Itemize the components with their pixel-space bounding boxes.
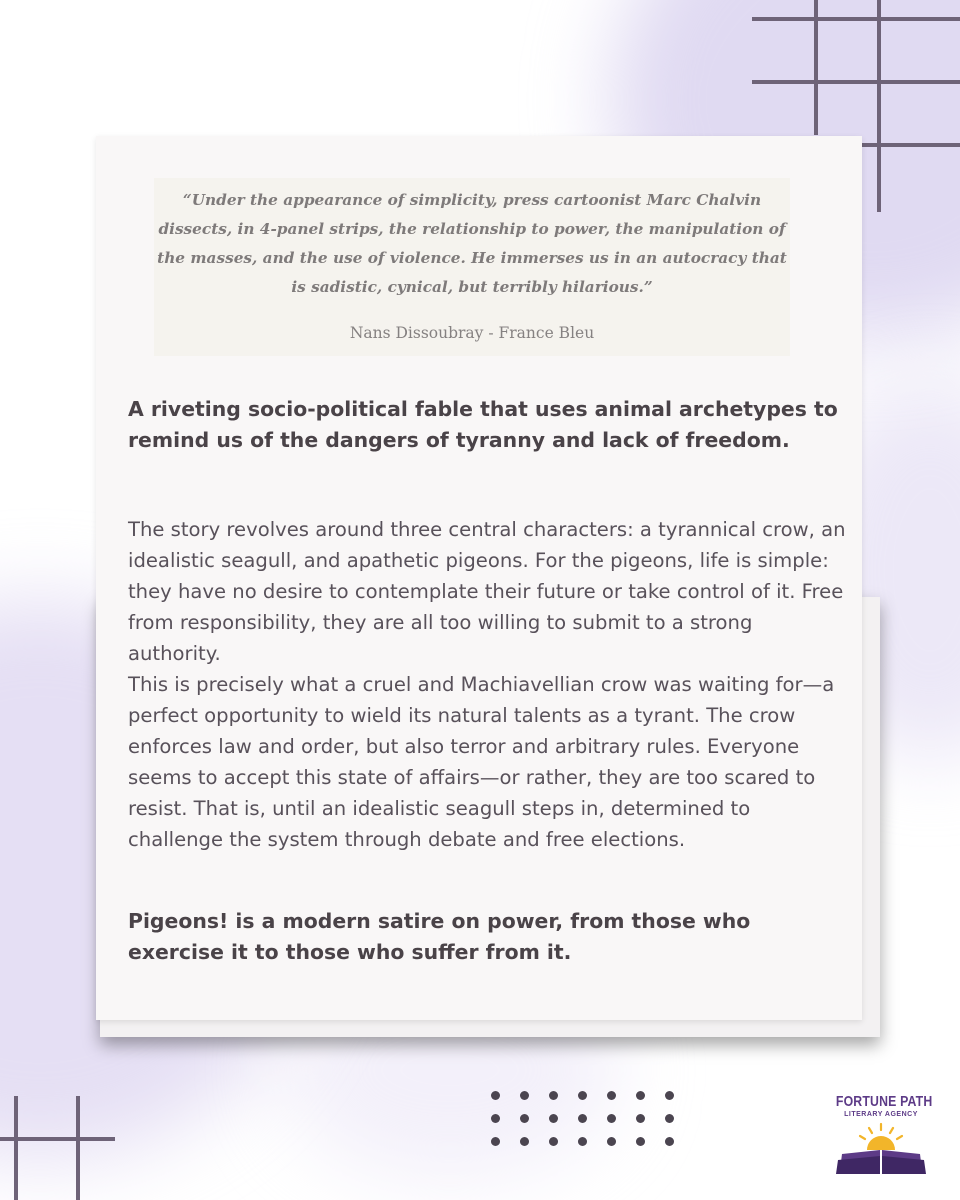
dot: [636, 1137, 645, 1146]
grid-line: [862, 143, 960, 147]
grid-line: [14, 1096, 18, 1200]
dot: [549, 1091, 558, 1100]
dot: [491, 1137, 500, 1146]
dot: [520, 1137, 529, 1146]
dot: [578, 1137, 587, 1146]
dot: [636, 1114, 645, 1123]
dot: [491, 1114, 500, 1123]
dot: [636, 1091, 645, 1100]
agency-logo: [826, 1094, 936, 1174]
quote-text: “Under the appearance of simplicity, press cartoonist Marc Chalvin dissects, in 4-panel strips, the relationship to power, the manipulation of the masses, and the use of violence. He immerses us in an autocracy that is sadistic, cynical, but terribly hilarious.”: [157, 191, 787, 296]
grid-line: [76, 1096, 80, 1200]
dot: [578, 1114, 587, 1123]
logo-subtitle: LITERARY AGENCY: [844, 1111, 918, 1118]
dot: [578, 1091, 587, 1100]
main-card: [96, 136, 862, 1020]
dot-grid-decoration: [491, 1091, 691, 1155]
dot: [549, 1114, 558, 1123]
dot: [607, 1114, 616, 1123]
dot: [665, 1114, 674, 1123]
quote-box: [154, 178, 790, 356]
dot: [520, 1114, 529, 1123]
lead-text: A riveting socio-political fable that uses animal archetypes to remind us of the dangers of tyranny and lack of freedom.: [128, 397, 838, 452]
grid-line: [752, 80, 960, 84]
closing-text: Pigeons! is a modern satire on power, from those who exercise it to those who suffer from it.: [128, 909, 751, 964]
dot: [520, 1091, 529, 1100]
dot: [607, 1137, 616, 1146]
dot: [549, 1137, 558, 1146]
quote-source: Nans Dissoubray - France Bleu: [349, 324, 595, 342]
grid-line: [752, 17, 960, 21]
dot: [491, 1091, 500, 1100]
logo-name: FORTUNE PATH: [835, 1093, 933, 1110]
dot: [665, 1091, 674, 1100]
grid-line: [0, 1137, 115, 1141]
paragraph-1: The story revolves around three central characters: a tyrannical crow, an idealistic seagull, and apathetic pigeons. For the pigeons, life is simple: they have no desire to contemplate their future or take control of it. Free from responsibility, they are all too willing to submit to a strong authority.: [128, 518, 846, 665]
grid-decoration-bottom-left: [0, 1080, 120, 1200]
grid-line: [877, 0, 881, 212]
body-text: [128, 514, 848, 855]
dot: [607, 1091, 616, 1100]
paragraph-2: This is precisely what a cruel and Machiavellian crow was waiting for—a perfect opportunity to wield its natural talents as a tyrant. The crow enforces law and order, but also terror and arbitrary rules. Everyone seems to accept this state of affairs—or rather, they are too scared to resist. That is, until an idealistic seagull steps in, determined to challenge the system through debate and free elections.: [128, 673, 835, 851]
sun-book-icon: [836, 1120, 926, 1174]
dot: [665, 1137, 674, 1146]
